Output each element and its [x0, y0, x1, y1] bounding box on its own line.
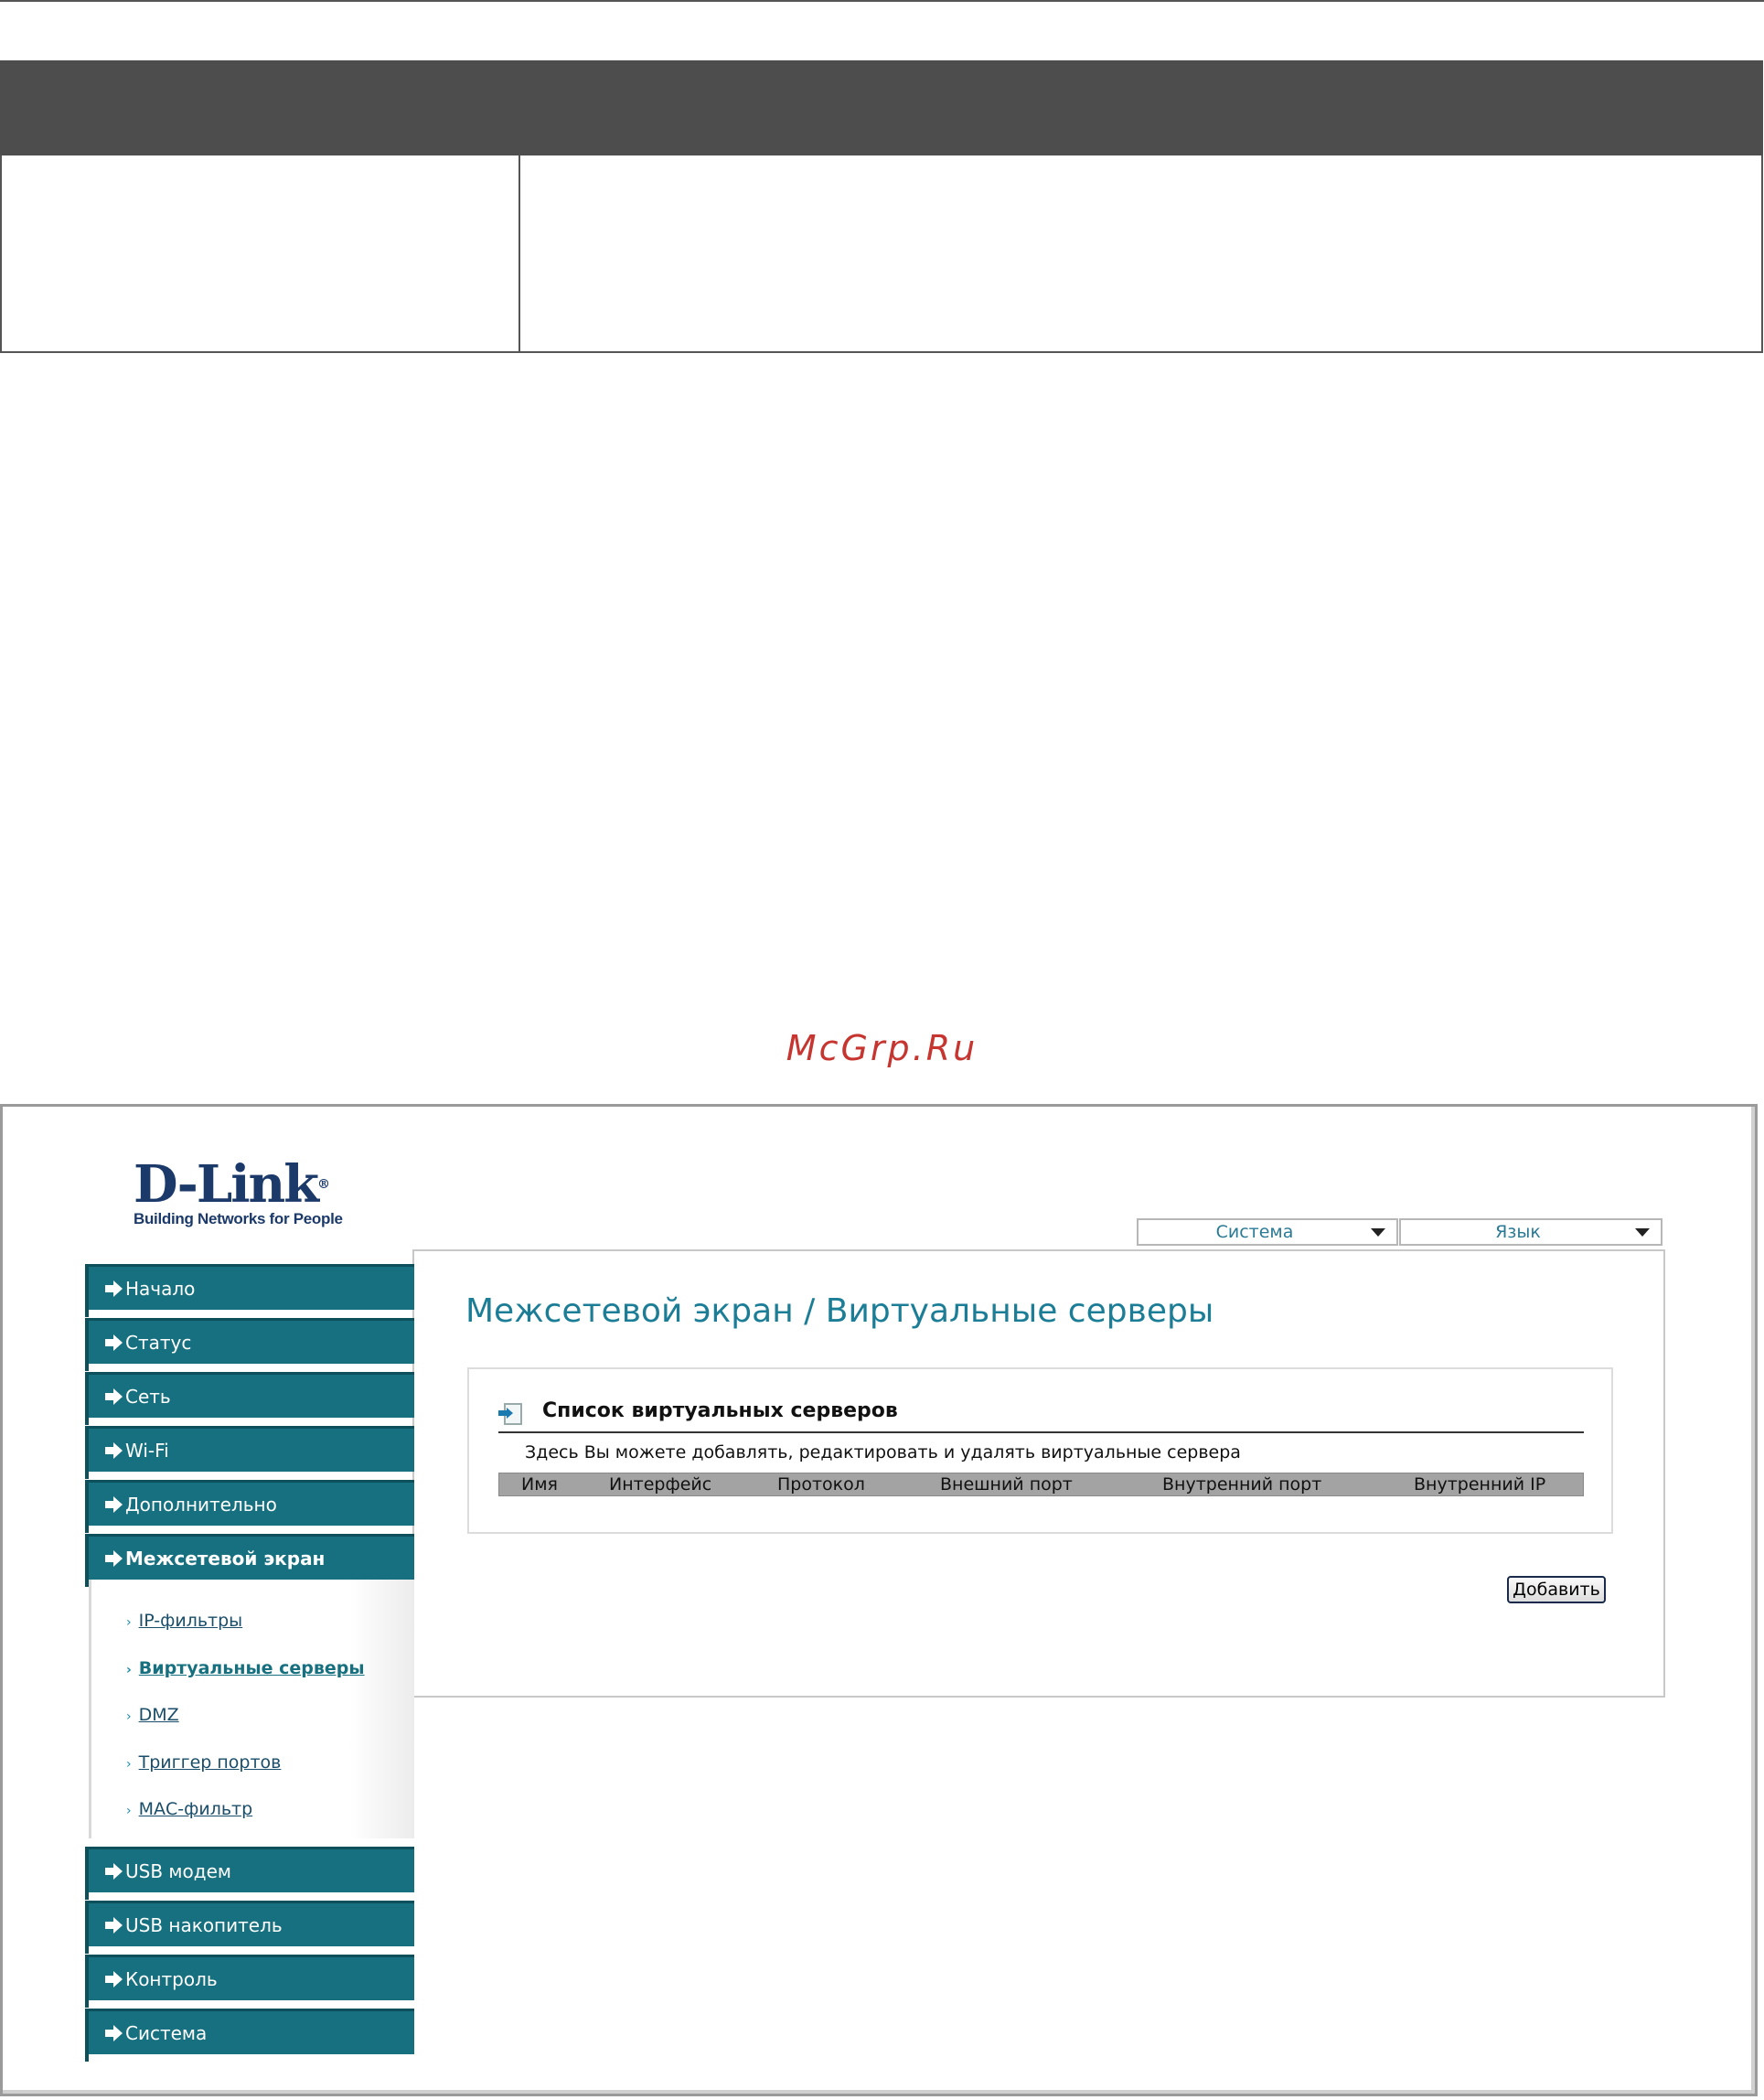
language-dropdown-label: Язык [1495, 1222, 1541, 1242]
submenu-ip-filters[interactable]: › IP-фильтры [126, 1611, 243, 1631]
chevron-down-icon [1635, 1228, 1650, 1237]
logo-tagline: Building Networks for People [134, 1210, 343, 1227]
panel-divider [498, 1431, 1584, 1433]
document-arrow-icon [504, 1403, 522, 1425]
column-header-internal-ip[interactable]: Внутренний IP [1414, 1474, 1546, 1495]
system-dropdown[interactable] [1137, 1218, 1398, 1246]
submenu-virtual-servers[interactable]: › Виртуальные серверы [126, 1658, 365, 1678]
sidebar-item-control[interactable]: Контроль [89, 1955, 414, 2000]
submenu-dmz[interactable]: › DMZ [126, 1705, 179, 1725]
manual-table [0, 60, 1763, 353]
panel-description: Здесь Вы можете добавлять, редактировать и удалять виртуальные сервера [525, 1442, 1241, 1462]
sidebar-item-network[interactable]: Сеть [89, 1372, 414, 1418]
watermark: McGrp.Ru [786, 1028, 978, 1068]
manual-table-body [0, 155, 1763, 353]
logo-brand: D-Link [134, 1154, 318, 1215]
add-button[interactable]: Добавить [1507, 1576, 1606, 1603]
chevron-down-icon [1371, 1228, 1385, 1237]
sidebar-item-advanced[interactable]: Дополнительно [89, 1480, 414, 1526]
panel-title: Список виртуальных серверов [542, 1399, 898, 1422]
column-header-external-port[interactable]: Внешний порт [940, 1474, 1073, 1495]
sidebar-item-wifi[interactable]: Wi-Fi [89, 1426, 414, 1472]
submenu-port-trigger[interactable]: › Триггер портов [126, 1752, 282, 1773]
manual-table-header [0, 60, 1763, 155]
sidebar [89, 1264, 414, 2062]
page-title: Межсетевой экран / Виртуальные серверы [465, 1292, 1214, 1330]
manual-table-divider [519, 155, 520, 351]
firewall-submenu [89, 1580, 414, 1838]
sidebar-item-usb-storage[interactable]: USB накопитель [89, 1901, 414, 1946]
dlink-logo [134, 1154, 343, 1228]
language-dropdown[interactable] [1399, 1218, 1662, 1246]
submenu-mac-filter[interactable]: › МАС-фильтр [126, 1799, 253, 1819]
column-header-internal-port[interactable]: Внутренний порт [1162, 1474, 1322, 1495]
virtual-servers-table-header [498, 1473, 1584, 1496]
column-header-name[interactable]: Имя [521, 1474, 558, 1495]
sidebar-item-usb-modem[interactable]: USB модем [89, 1847, 414, 1892]
sidebar-item-start[interactable]: Начало [89, 1264, 414, 1310]
column-header-protocol[interactable]: Протокол [777, 1474, 865, 1495]
sidebar-item-status[interactable]: Статус [89, 1318, 414, 1364]
sidebar-item-system[interactable]: Система [89, 2009, 414, 2054]
top-rule [0, 0, 1764, 2]
router-screenshot [0, 1104, 1758, 2096]
virtual-servers-panel [467, 1367, 1613, 1534]
logo-registered: ® [317, 1177, 329, 1192]
system-dropdown-label: Система [1215, 1222, 1294, 1242]
sidebar-item-firewall[interactable]: Межсетевой экран [89, 1534, 414, 1580]
column-header-interface[interactable]: Интерфейс [609, 1474, 712, 1495]
